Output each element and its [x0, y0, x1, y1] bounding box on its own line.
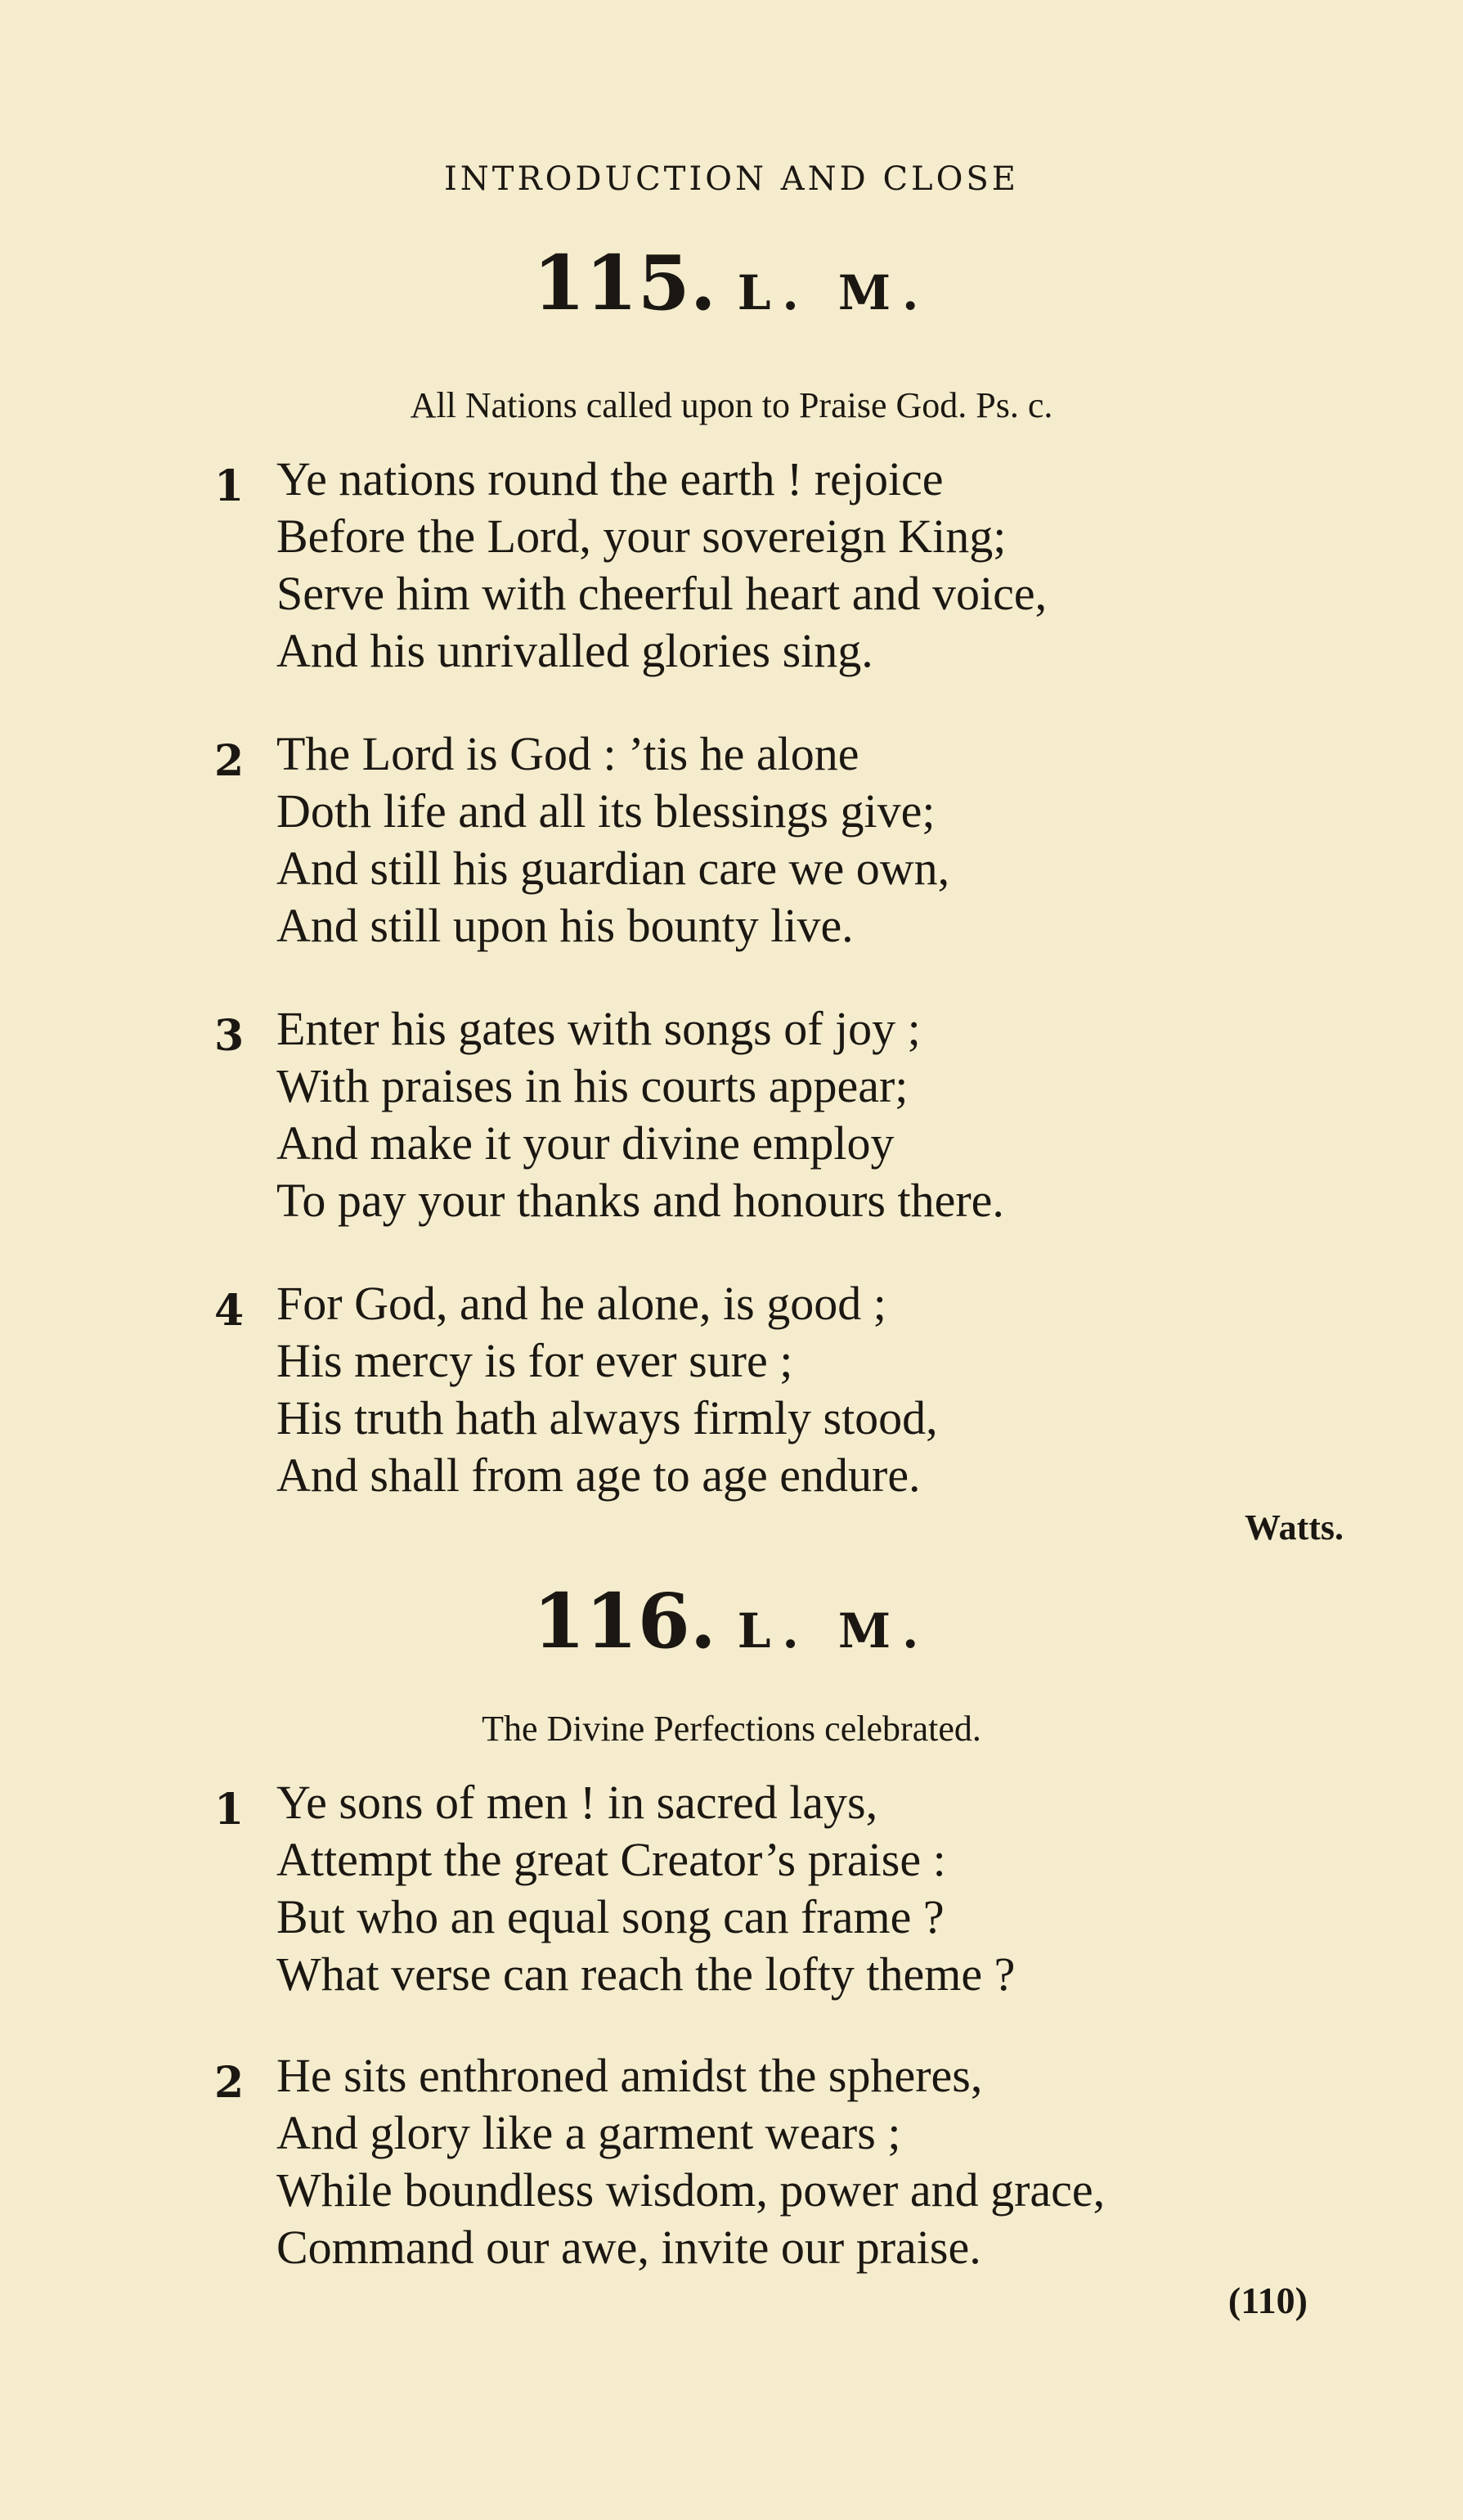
- verse-number: 3: [214, 1011, 245, 1061]
- verse-line: And shall from age to age endure.: [276, 1449, 921, 1502]
- verse-line: And his unrivalled glories sing.: [276, 624, 873, 677]
- hymn-115-heading: [0, 239, 1463, 327]
- verse-line: Before the Lord, your sovereign King;: [276, 510, 1007, 563]
- verse-line: For God, and he alone, is good ;: [276, 1277, 886, 1330]
- hymn-title: All Nations called upon to Praise God. Ps. c.: [410, 385, 1053, 425]
- hymn-meter: L. M.: [737, 1603, 931, 1659]
- verse-line: And glory like a garment wears ;: [276, 2106, 901, 2159]
- verse-line: Attempt the great Creator’s praise :: [276, 1833, 946, 1886]
- verse-line: And still his guardian care we own,: [276, 842, 950, 895]
- verse-line: His mercy is for ever sure ;: [276, 1334, 793, 1387]
- verse-number: 1: [214, 1785, 245, 1835]
- hymn-number: 116.: [532, 1577, 716, 1665]
- hymn-meter: L. M.: [737, 265, 931, 321]
- verse-line: The Lord is God : ’tis he alone: [276, 727, 859, 780]
- verse-number: 4: [214, 1286, 245, 1336]
- hymn-number: 115.: [532, 239, 716, 327]
- verse-line: He sits enthroned amidst the spheres,: [276, 2049, 983, 2102]
- verse-line: Ye sons of men ! in sacred lays,: [276, 1776, 878, 1829]
- verse-line: But who an equal song can frame ?: [276, 1890, 945, 1943]
- hymn-116-heading: [0, 1577, 1463, 1665]
- verse-line: While boundless wisdom, power and grace,: [276, 2163, 1106, 2217]
- verse-number: 2: [214, 2058, 245, 2108]
- verse-line: Ye nations round the earth ! rejoice: [276, 452, 944, 505]
- verse-line: Command our awe, invite our praise.: [276, 2221, 981, 2274]
- page-number: (110): [1227, 2280, 1308, 2321]
- verse-number: 2: [214, 736, 245, 786]
- verse-line: And make it your divine employ: [276, 1116, 895, 1170]
- verse-line: To pay your thanks and honours there.: [276, 1174, 1004, 1227]
- verse-line: Enter his gates with songs of joy ;: [276, 1002, 921, 1055]
- author-attribution: Watts.: [1245, 1507, 1344, 1547]
- verse-line: What verse can reach the lofty theme ?: [276, 1947, 1016, 2001]
- running-head: INTRODUCTION AND CLOSE: [444, 160, 1019, 198]
- verse-line: Serve him with cheerful heart and voice,: [276, 567, 1048, 620]
- verse-line: His truth hath always firmly stood,: [276, 1391, 938, 1444]
- verse-number: 1: [214, 461, 245, 511]
- verse-line: With praises in his courts appear;: [276, 1059, 909, 1112]
- hymn-title: The Divine Perfections celebrated.: [482, 1709, 981, 1749]
- verse-line: Doth life and all its blessings give;: [276, 784, 936, 838]
- verse-line: And still upon his bounty live.: [276, 899, 854, 952]
